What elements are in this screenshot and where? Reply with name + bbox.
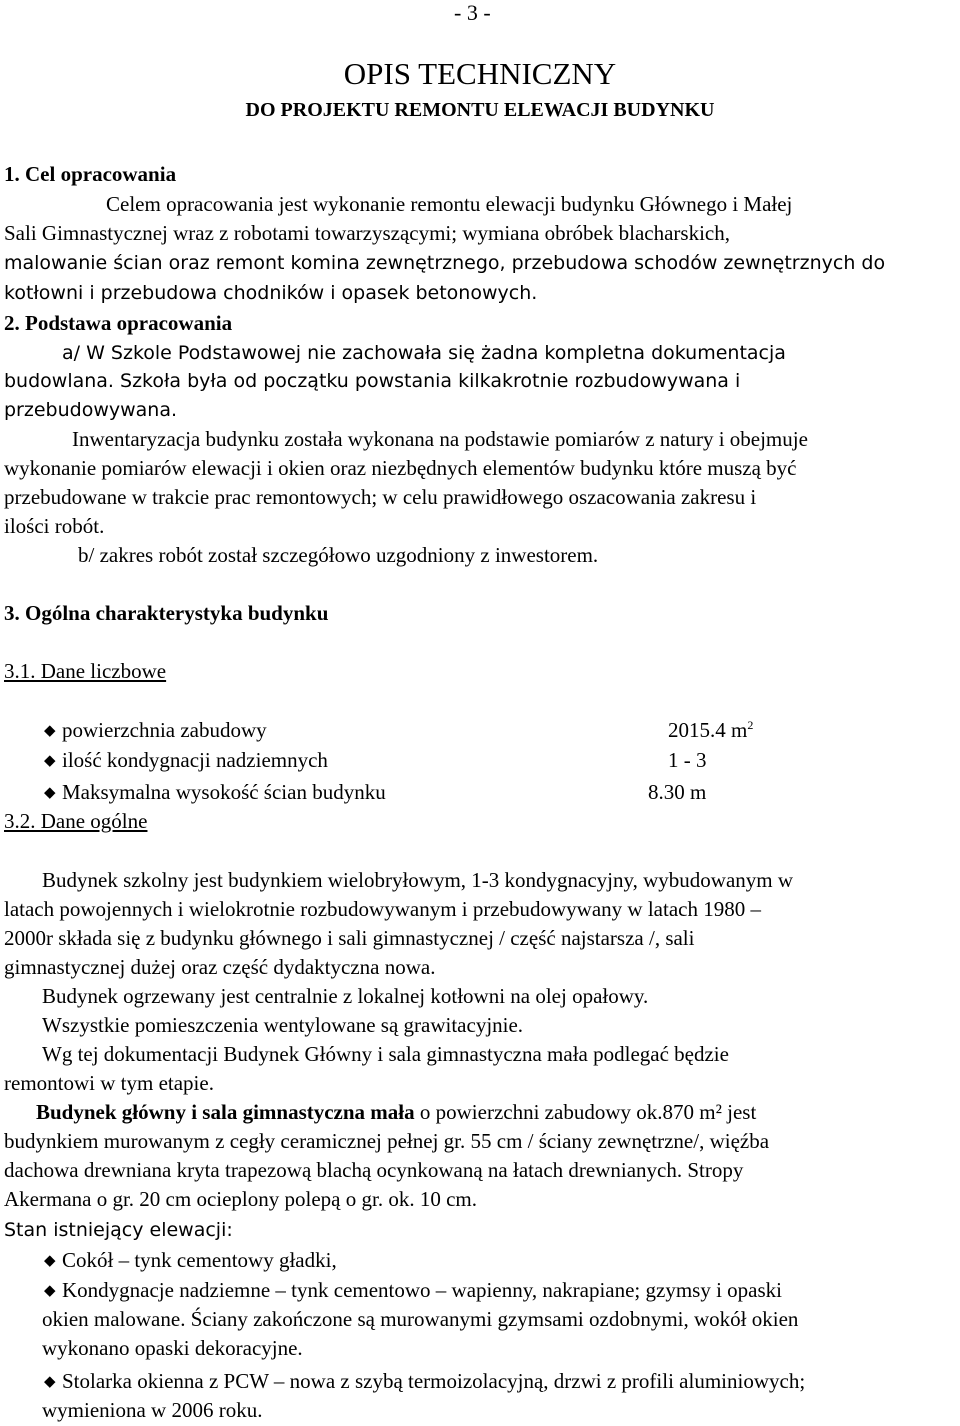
paragraph-line: Celem opracowania jest wykonanie remontu elewacji budynku Głównego i Małej bbox=[106, 192, 793, 216]
section-3-heading: 3. Ogólna charakterystyka budynku bbox=[4, 601, 329, 625]
main-building-bold: Budynek główny i sala gimnastyczna mała bbox=[36, 1100, 415, 1124]
state-item: ◆ Cokół – tynk cementowy gładki, bbox=[44, 1246, 337, 1276]
paragraph-line: okien malowane. Ściany zakończone są murowanymi gzymsami ozdobnymi, wokół okien bbox=[42, 1307, 799, 1331]
section-1-heading: 1. Cel opracowania bbox=[4, 162, 177, 186]
state-item: ◆ Kondygnacje nadziemne – tynk cementowo – wapienny, nakrapiane; gzymsy i opaski bbox=[44, 1276, 782, 1306]
data-item-value: 2015.4 $m^2$ bbox=[668, 718, 754, 742]
section-2-heading: 2. Podstawa opracowania bbox=[4, 311, 233, 335]
state-item: ◆ Stolarka okienna z PCW – nowa z szybą termoizolacyjną, drzwi z profili aluminiowych; bbox=[44, 1367, 805, 1397]
paragraph-line: Akermana o gr. 20 cm ocieplony polepą o gr. ok. 10 cm. bbox=[4, 1187, 477, 1211]
data-item bbox=[44, 716, 267, 746]
page-number: - 3 - bbox=[454, 0, 491, 25]
data-item bbox=[44, 746, 328, 776]
paragraph-line: Sali Gimnastycznej wraz z robotami towarzyszącymi; wymiana obróbek blacharskich, bbox=[4, 221, 730, 245]
diamond-bullet-icon: ◆ bbox=[44, 785, 56, 801]
paragraph-line: 2000r składa się z budynku głównego i sali gimnastycznej / część najstarsza /, sali bbox=[4, 926, 695, 950]
paragraph-line: Budynek główny i sala gimnastyczna mała o powierzchni zabudowy ok.870 m² jest bbox=[36, 1100, 757, 1124]
data-item-value: 1 - 3 bbox=[668, 748, 707, 772]
paragraph-line: b/ zakres robót został szczegółowo uzgodniony z inwestorem. bbox=[78, 543, 599, 567]
data-item-label: powierzchnia zabudowy bbox=[62, 718, 267, 742]
paragraph-line: remontowi w tym etapie. bbox=[4, 1071, 214, 1095]
diamond-bullet-icon: ◆ bbox=[44, 723, 56, 739]
paragraph-line: wykonanie pomiarów elewacji i okien oraz niezbędnych elementów budynku które muszą być bbox=[4, 456, 797, 480]
paragraph-line: budowlana. Szkoła była od początku powstania kilkakrotnie rozbudowywana i bbox=[4, 370, 741, 392]
paragraph-line: Budynek ogrzewany jest centralnie z lokalnej kotłowni na olej opałowy. bbox=[42, 984, 649, 1008]
paragraph-line: dachowa drewniana kryta trapezową blachą ocynkowaną na łatach drewnianych. Stropy bbox=[4, 1158, 744, 1182]
data-item-label: Maksymalna wysokość ścian budynku bbox=[62, 780, 386, 804]
state-label: Stan istniejący elewacji: bbox=[4, 1219, 233, 1241]
paragraph-line: Budynek szkolny jest budynkiem wielobryłowym, 1-3 kondygnacyjny, wybudowanym w bbox=[42, 868, 794, 892]
paragraph-line: Inwentaryzacja budynku została wykonana na podstawie pomiarów z natury i obejmuje bbox=[72, 427, 808, 451]
diamond-bullet-icon: ◆ bbox=[44, 1283, 56, 1299]
document-title: OPIS TECHNICZNY bbox=[343, 56, 617, 91]
paragraph-line: malowanie ścian oraz remont komina zewnętrznego, przebudowa schodów zewnętrznych do bbox=[4, 252, 886, 274]
paragraph-line: wykonano opaski dekoracyjne. bbox=[42, 1336, 303, 1360]
data-item-value: 8.30 m bbox=[648, 780, 707, 804]
paragraph-line: Wg tej dokumentacji Budynek Główny i sala gimnastyczna mała podlegać będzie bbox=[42, 1042, 729, 1066]
paragraph-line: ilości robót. bbox=[4, 514, 105, 538]
data-item bbox=[44, 778, 386, 808]
paragraph-line: wymieniona w 2006 roku. bbox=[42, 1398, 263, 1422]
paragraph-line: latach powojennych i wielokrotnie rozbudowywanym i przebudowywany w latach 1980 – bbox=[4, 897, 761, 921]
subsection-3-1-heading: 3.1. Dane liczbowe bbox=[4, 659, 167, 683]
document-subtitle: DO PROJEKTU REMONTU ELEWACJI BUDYNKU bbox=[245, 99, 715, 121]
paragraph-line: przebudowywana. bbox=[4, 399, 178, 421]
paragraph-line: a/ W Szkole Podstawowej nie zachowała się żadna kompletna dokumentacja bbox=[62, 342, 786, 364]
paragraph-line: budynkiem murowanym z cegły ceramicznej pełnej gr. 55 cm / ściany zewnętrzne/, więźba bbox=[4, 1129, 770, 1153]
paragraph-line: przebudowane w trakcie prac remontowych; w celu prawidłowego oszacowania zakresu i bbox=[4, 485, 757, 509]
paragraph-line: gimnastycznej dużej oraz część dydaktyczna nowa. bbox=[4, 955, 436, 979]
diamond-bullet-icon: ◆ bbox=[44, 1253, 56, 1269]
paragraph-line: Wszystkie pomieszczenia wentylowane są grawitacyjnie. bbox=[42, 1013, 524, 1037]
diamond-bullet-icon: ◆ bbox=[44, 1374, 56, 1390]
subsection-3-2-heading: 3.2. Dane ogólne bbox=[4, 809, 148, 833]
diamond-bullet-icon: ◆ bbox=[44, 753, 56, 769]
data-item-label: ilość kondygnacji nadziemnych bbox=[62, 748, 328, 772]
paragraph-line: kotłowni i przebudowa chodników i opasek betonowych. bbox=[4, 282, 538, 304]
